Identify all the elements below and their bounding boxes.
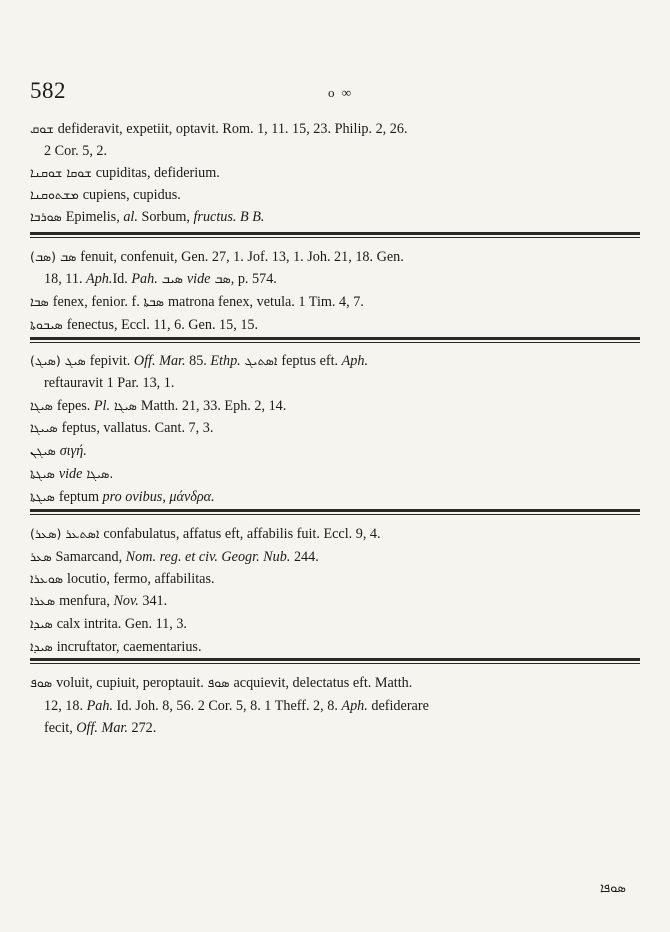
syriac-word: ܫܘܩܢܐ [30,165,96,180]
entry-line [30,119,642,139]
italic-text: Aph. [341,698,368,714]
italic-text: Nom. reg. et civ. Geogr. Nub. [125,549,291,565]
entry-line [30,637,642,657]
section-divider-thin [30,514,640,515]
italic-text: Ethp. [210,353,241,369]
latin-text: Epimelis, [65,209,124,225]
latin-text: Id. Joh. 8, 56. 2 Cor. 5, 8. 1 Theff. 2, 8. [112,698,342,714]
italic-text: Nov. [113,593,139,609]
latin-text: 85. [185,353,211,369]
syriac-word: ܣܝܝܓܐ [30,420,62,435]
latin-text: confabulatus, affatus eft, affabilis fuit. Eccl. 9, 4. [103,526,381,542]
italic-text: fructus. B B. [193,209,265,225]
latin-text: Id. [112,271,132,287]
latin-text: fecit, [44,720,77,736]
section-divider [30,232,640,235]
syriac-word: ܣܥܪܐ [30,593,60,608]
latin-text: incruftator, caementarius. [56,639,202,655]
section-divider [30,337,640,340]
entry-line [30,185,642,205]
latin-text: 244. [290,549,319,565]
latin-text: cupiens, cupidus. [82,187,181,203]
entry-line [30,569,642,589]
section-divider [30,658,640,661]
section-divider [30,509,640,512]
entry-line [44,141,640,161]
syriac-word: ܣܝܒ [157,271,187,286]
latin-text: feptum [58,489,103,505]
entry-line [30,547,642,567]
latin-text: Sorbum, [137,209,194,225]
latin-text: menfura, [59,593,114,609]
entry-line [30,524,642,544]
syriac-word: (ܣܥܪ) [30,526,66,541]
syriac-word: ܣܒܐ [30,294,53,309]
italic-text: al. [123,209,138,225]
latin-text: 272. [127,720,157,736]
syriac-word: ܣܘܦ [207,675,234,690]
syriac-word: ܐܣܬܝܓ [240,353,282,368]
italic-text: Aph. [86,271,113,287]
latin-text: fenuit, confenuit, Gen. 27, 1. Jof. 13, 1. Joh. 21, 18. Gen. [80,249,404,265]
italic-text: vide [186,271,211,287]
syriac-word: ܐܣܬܥܪ [65,526,104,541]
syriac-word: ܣܘܦ [30,675,57,690]
syriac-word: (ܣܒ) [30,249,61,264]
catchword: ܣܘܦܐ [600,881,626,896]
latin-text: fenectus, Eccl. 11, 6. Gen. 15, 15. [66,317,259,333]
syriac-word: ܡܫܬܘܩܢܐ [30,187,83,202]
latin-text: feptus eft. [281,353,342,369]
latin-text: Matth. 21, 33. Eph. 2, 14. [140,398,287,414]
syriac-word: ܣܝܓܬܐ [30,466,59,481]
italic-text: Pl. [93,398,111,414]
latin-text: 12, 18. [44,698,87,714]
entry-line [30,418,642,438]
entry-line [30,673,642,693]
syriac-word: ܣܝܓܐ [30,398,57,413]
italic-text: pro ovibus, μάνδρα. [102,489,215,505]
entry-line [44,718,640,738]
italic-text: Pah. [131,271,158,287]
entry-line [30,207,642,227]
running-head: ο ∞ [328,85,354,100]
page-number: 582 [30,78,66,103]
latin-text: fepivit. [89,353,134,369]
syriac-word: ܫܘܩܐ [62,165,92,180]
latin-text: 18, 11. [44,271,87,287]
latin-text: voluit, cupiuit, peroptauit. [56,675,208,691]
latin-text: defideravit, expetiit, optavit. Rom. 1, 11. 15, 23. Philip. 2, 26. [57,121,408,137]
entry-line [30,292,642,312]
latin-text: calx intrita. Gen. 11, 3. [56,616,187,632]
syriac-word: ܣܝܓܢ [30,443,60,458]
syriac-word: ܣܘܪܒܐ [30,209,66,224]
entry-line [30,464,642,484]
syriac-word: ܣܝܕܐ [30,639,57,654]
entry-line [44,269,640,289]
section-divider-thin [30,237,640,238]
section-divider-thin [30,342,640,343]
italic-text: Off. Mar. [133,353,186,369]
latin-text: fenex, fenior. f. [52,294,144,310]
entry-line [30,396,642,416]
entry-line [30,441,642,461]
italic-text: vide [58,466,83,482]
latin-text: locutio, fermo, affabilitas. [67,571,215,587]
syriac-word: ܣܝܓܐ [110,398,141,413]
entry-line [44,373,640,393]
entry-line [44,696,640,716]
latin-text: reftauravit 1 Par. 13, 1. [44,375,175,391]
syriac-word: ܣܝܕܐ [30,616,57,631]
entry-line [30,591,642,611]
entry-line [30,315,642,335]
latin-text: feptus, vallatus. Cant. 7, 3. [61,420,214,436]
italic-text: Aph. [341,353,369,369]
section-divider-thin [30,663,640,664]
latin-text: 2 Cor. 5, 2. [44,143,108,159]
entry-line [30,351,642,371]
entry-line [30,614,642,634]
syriac-word: ܣܝܓܬܐ [30,489,59,504]
latin-text: 341. [138,593,168,609]
entry-line [30,163,642,183]
page-header [30,78,640,110]
syriac-word: (ܣܝܓ) [30,353,65,368]
italic-text: Off. Mar. [76,720,128,736]
latin-text: cupiditas, defiderium. [95,165,220,181]
syriac-word: ܣܝܒܘܬܐ [30,317,67,332]
syriac-word: ܫܘܩ [30,121,58,136]
syriac-word: ܣܘܥܪܐ [30,571,68,586]
syriac-word: ܣܒܬܐ [143,294,169,309]
entry-line [30,487,642,507]
italic-text: σιγή. [59,443,87,459]
latin-text: , p. 574. [230,271,277,287]
latin-text: matrona fenex, vetula. 1 Tim. 4, 7. [168,294,364,310]
syriac-word: ܣܝܓܐ. [82,466,114,481]
latin-text: fepes. [56,398,94,414]
latin-text: acquievit, delectatus eft. Matth. [233,675,413,691]
italic-text: Pah. [86,698,113,714]
syriac-word: ܣܒ [60,249,81,264]
latin-text: Samarcand, [55,549,126,565]
latin-text: defiderare [367,698,429,714]
syriac-word: ܣܒ [210,271,231,286]
syriac-word: ܣܝܓ [64,353,90,368]
entry-line [30,247,642,267]
syriac-word: ܣܥܪ [30,549,56,564]
